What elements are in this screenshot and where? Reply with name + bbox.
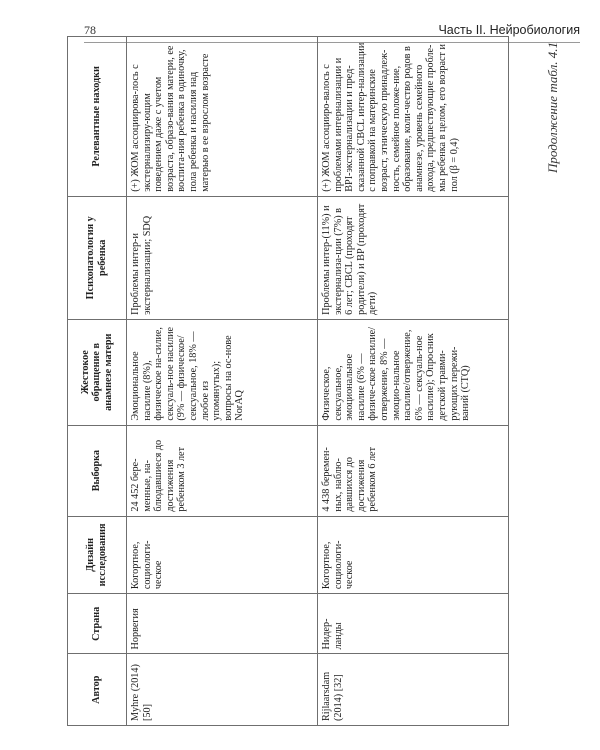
cell-design: Когортное, социологи-ческое	[318, 516, 509, 594]
page-number: 78	[84, 22, 96, 37]
table-continuation-label: Продолжение табл. 4.1	[545, 42, 560, 173]
cell-country: Норвегия	[127, 594, 318, 654]
table-header-row	[68, 37, 127, 726]
header-findings: Релевантные находки	[68, 37, 127, 197]
header-design: Дизайн исследования	[68, 516, 127, 594]
table-row	[318, 37, 509, 726]
cell-findings: (+) ЖОМ ассоциирова-лось с экстернализиру-ющим поведением даже с учетом возраста, образо-вания матери, ее воспита-ния ребенка в одиночку, пола ребенка и насилия над матерью в ее взрослом возрасте	[127, 37, 318, 197]
cell-sample: 24 452 бере-менные, на-блюдавшиеся до достижения ребенком 3 лет	[127, 425, 318, 516]
cell-sample: 4 438 беремен-ных, наблю-давшихся до достижения ребенком 6 лет	[318, 425, 509, 516]
cell-abuse: Физическое, сексуальное, эмоциональное насилие (6% — физиче-ское насилие/отвержение, 8% — эмоцио-нальное насилие/отвержение, 6% — сексуаль-ное насилие); Опросник детской травми-рующих пережи-ваний (CTQ)	[318, 319, 509, 425]
header-psychopathology: Психопатология у ребенка	[68, 196, 127, 319]
cell-design: Когортное, социологи-ческое	[127, 516, 318, 594]
research-table	[67, 36, 509, 726]
cell-author: Myhre (2014) [50]	[127, 654, 318, 726]
header-country: Страна	[68, 594, 127, 654]
header-sample: Выборка	[68, 425, 127, 516]
cell-findings: (+) ЖОМ ассоцииро-валось с проблемами интернализации и BPI-экстернализации и пред-сказанной CBCL интер-нализации с поправкой на материнские возраст, этническую принадлеж-ность, семейное положе-ние, образование, коли-чество родов в анамнезе, уровень семейного дохода, предшествующие пробле-мы ребенка в целом, его возраст и пол (β = 0,4)	[318, 37, 509, 197]
header-abuse: Жестокое обращение в анамнезе матери	[68, 319, 127, 425]
rotated-table-page	[57, 36, 560, 726]
cell-psychopathology: Проблемы интер-(11%) и экстернализа-ции (7%) в 6 лет; CBCL (проходят родители) и BP (проходят дети)	[318, 196, 509, 319]
header-author: Автор	[68, 654, 127, 726]
table-row	[127, 37, 318, 726]
cell-country: Нидер-ланды	[318, 594, 509, 654]
part-title: Часть II. Нейробиология	[438, 23, 580, 37]
cell-abuse: Эмоциональное насилие (8%), физическое на-силие, сексуаль-ное насилие (9% — физическое/сексуальное, 18% — любое из упомянутых); вопросы на ос-нове NorAQ	[127, 319, 318, 425]
cell-author: Rijlaarsdam (2014) [32]	[318, 654, 509, 726]
cell-psychopathology: Проблемы интер-и экстернализации; SDQ	[127, 196, 318, 319]
